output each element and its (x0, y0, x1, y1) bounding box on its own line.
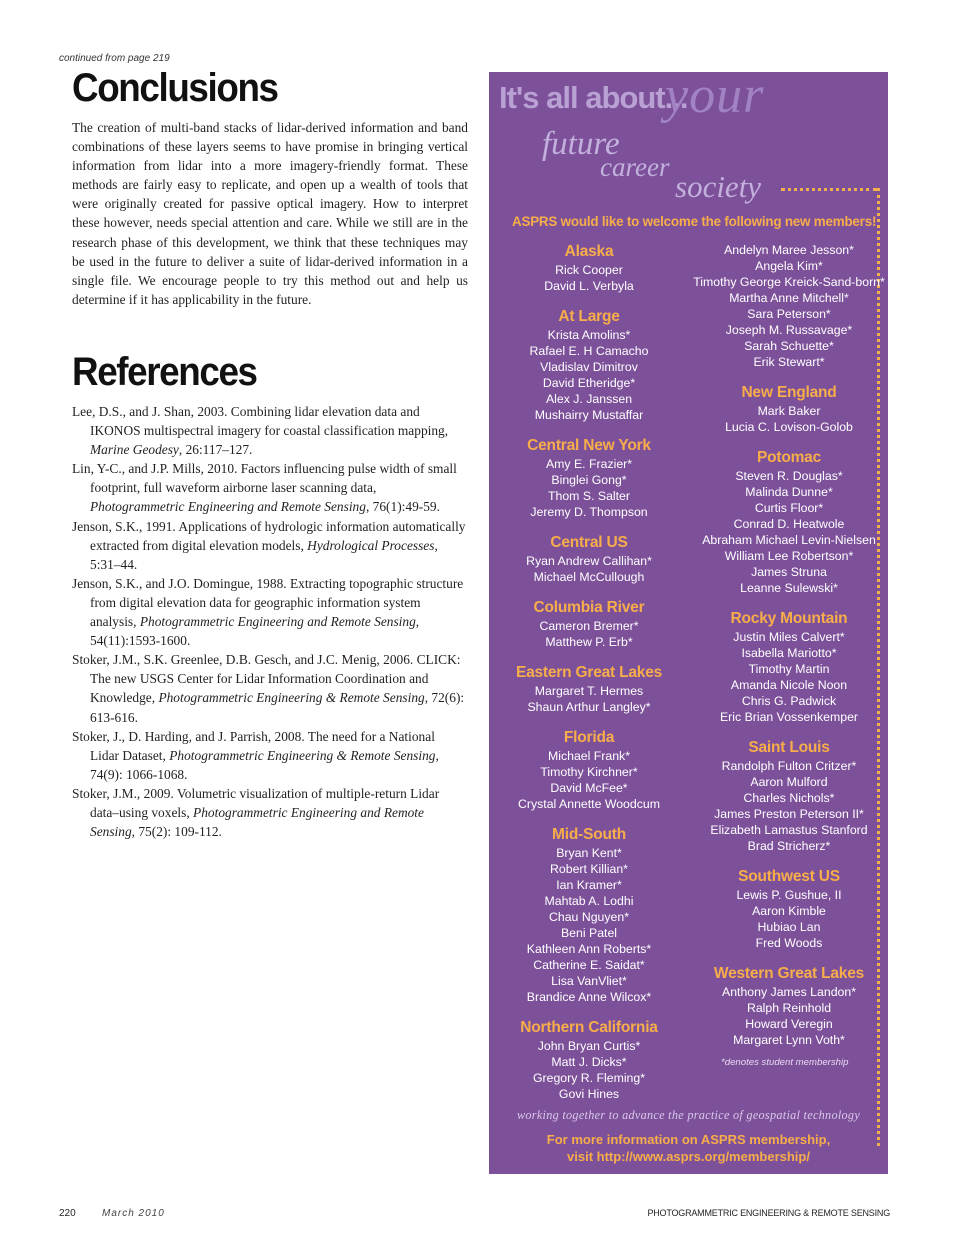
members-right-column (685, 242, 888, 1061)
region-group (499, 1018, 679, 1102)
reference-journal: Marine Geodesy (90, 442, 179, 458)
member-name: Crystal Annette Woodcum (518, 797, 660, 811)
region-group (685, 738, 888, 854)
member-name: Mushairry Mustaffar (534, 408, 644, 422)
region-group (499, 242, 679, 294)
reference-text: Jenson, S.K., and J.O. Domingue, 1988. Extracting topographic structure from digital elevation data for geographic information system analysis, (72, 575, 464, 630)
reference-citation: , 76(1):49-59. (365, 499, 440, 515)
region-group (685, 242, 888, 370)
member-name: Aaron Mulford (750, 775, 828, 789)
region-name: Saint Louis (748, 739, 830, 756)
reference-journal: Hydrological Processes, (307, 537, 438, 553)
member-name: Curtis Floor* (754, 501, 824, 515)
member-name: Lisa VanVliet* (551, 974, 627, 988)
reference-text: Stoker, J., D. Harding, and J. Parrish, 2008. The need for a National Lidar Dataset, (72, 728, 435, 763)
reference-text: Lee, D.S., and J. Shan, 2003. Combining lidar elevation data and IKONOS multispectral imagery for coastal classification mapping, (72, 404, 449, 439)
member-name: Govi Hines (558, 1087, 620, 1101)
region-name: Alaska (564, 243, 614, 260)
page-number: 220 (59, 1208, 76, 1219)
journal-name: PHOTOGRAMMETRIC ENGINEERING & REMOTE SENSING (647, 1208, 890, 1218)
ad-tagline: working together to advance the practice of geospatial technology (516, 1108, 861, 1122)
member-name: Eric Brian Vossenkemper (719, 710, 859, 724)
member-name: Abraham Michael Levin-Nielsen (702, 533, 876, 547)
member-name: Steven R. Douglas* (735, 469, 843, 483)
reference-journal: Photogrammetric Engineering and Remote Sensing (90, 804, 424, 840)
member-name: Cameron Bremer* (539, 619, 639, 633)
reference-citation: , 74(9): 1066-1068. (90, 747, 439, 782)
reference-item (72, 727, 466, 784)
region-name: Northern California (520, 1019, 658, 1036)
member-name: Chau Nguyen* (549, 910, 629, 924)
member-name: John Bryan Curtis* (537, 1039, 641, 1053)
reference-citation: , 26:117–127. (178, 442, 253, 458)
member-name: Brad Stricherz* (747, 839, 831, 853)
member-name: Rick Cooper (555, 263, 623, 277)
member-name: Rafael E. H Camacho (529, 344, 649, 358)
ad-title: It's all about... (499, 80, 688, 115)
member-name: Amanda Nicole Noon (730, 678, 848, 692)
reference-item (72, 650, 466, 726)
member-name: Brandice Anne Wilcox* (526, 990, 652, 1004)
member-name: Shaun Arthur Langley* (527, 700, 651, 714)
region-group (499, 825, 679, 1005)
member-name: Gregory R. Fleming* (532, 1071, 646, 1085)
member-name: Chris G. Padwick (741, 694, 837, 708)
region-group (685, 609, 888, 725)
region-name: Central New York (527, 437, 651, 454)
member-name: Martha Anne Mitchell* (729, 291, 849, 305)
conclusions-heading: Conclusions (72, 66, 278, 110)
member-name: Mahtab A. Lodhi (544, 894, 634, 908)
region-name: Rocky Mountain (730, 610, 848, 627)
member-name: Justin Miles Calvert* (733, 630, 845, 644)
member-name: Bryan Kent* (556, 846, 622, 860)
member-name: Vladislav Dimitrov (540, 360, 638, 374)
member-name: Elizabeth Lamastus Stanford (710, 823, 868, 837)
member-name: Charles Nichols* (743, 791, 835, 805)
reference-item (72, 402, 466, 459)
member-name: Amy E. Frazier* (545, 457, 633, 471)
ad-title-career: career (600, 152, 670, 182)
reference-text: Jenson, S.K., 1991. Applications of hydrologic information automatically extracted from digital elevation models, (72, 518, 466, 553)
member-name: Margaret T. Hermes (534, 684, 644, 698)
member-name: Sarah Schuette* (744, 339, 834, 353)
member-name: Isabella Mariotto* (741, 646, 837, 660)
member-name: Randolph Fulton Critzer* (721, 759, 857, 773)
member-name: Ian Kramer* (556, 878, 622, 892)
member-name: Kathleen Ann Roberts* (526, 942, 652, 956)
member-name: Timothy Kirchner* (540, 765, 638, 779)
region-group (685, 383, 888, 435)
ad-title-your: your (665, 72, 765, 124)
member-name: Alex J. Janssen (545, 392, 633, 406)
member-name: Hubiao Lan (757, 920, 821, 934)
member-name: David Etheridge* (542, 376, 636, 390)
region-group (499, 728, 679, 812)
reference-citation: , 54(11):1593-1600. (90, 614, 420, 649)
member-name: David L. Verbyla (544, 279, 634, 293)
region-name: At Large (558, 308, 620, 325)
region-group (685, 964, 888, 1048)
member-name: Angela Kim* (755, 259, 823, 273)
member-name: Malinda Dunne* (745, 485, 833, 499)
continued-note: continued from page 219 (59, 53, 170, 64)
region-group (499, 598, 679, 650)
member-name: David McFee* (550, 781, 628, 795)
region-group (499, 307, 679, 423)
member-name: Matt J. Dicks* (551, 1055, 627, 1069)
reference-item (72, 517, 466, 574)
welcome-line: ASPRS would like to welcome the following new members! (512, 214, 877, 229)
references-list (72, 402, 466, 841)
reference-citation: , 75(2): 109-112. (131, 824, 222, 840)
member-name: Ralph Reinhold (746, 1001, 832, 1015)
members-left-column (499, 242, 679, 1115)
member-name: Krista Amolins* (547, 328, 631, 342)
reference-journal: Photogrammetric Engineering and Remote Sensing (90, 499, 366, 515)
reference-item (72, 459, 466, 516)
region-group (685, 448, 888, 596)
member-name: Beni Patel (560, 926, 618, 940)
member-name: Erik Stewart* (753, 355, 825, 369)
student-note: *denotes student membership (721, 1057, 849, 1068)
reference-journal: Photogrammetric Engineering & Remote Sensing (169, 747, 436, 763)
member-name: Timothy George Kreick-Sand-born* (693, 275, 885, 289)
member-name: Leanne Sulewski* (740, 581, 838, 595)
reference-text: Stoker, J.M., 2009. Volumetric visualization of multiple-return Lidar data–using voxels, (72, 785, 440, 820)
dotted-border-top (781, 188, 877, 191)
region-name: Western Great Lakes (713, 965, 865, 982)
reference-item (72, 784, 466, 841)
region-group (499, 436, 679, 520)
reference-journal: Photogrammetric Engineering & Remote Sensing (158, 690, 425, 706)
member-name: Michael Frank* (547, 749, 630, 763)
issue-date: March 2010 (102, 1208, 165, 1219)
member-name: Michael McCullough (533, 570, 645, 584)
member-name: Andelyn Maree Jesson* (724, 243, 854, 257)
member-name: Jeremy D. Thompson (530, 505, 648, 519)
member-name: Robert Killian* (550, 862, 628, 876)
member-name: Ryan Andrew Callihan* (526, 554, 652, 568)
reference-citation: , 72(6): 613-616. (90, 690, 465, 725)
member-name: Thom S. Salter (547, 489, 630, 503)
region-name: Florida (563, 729, 615, 746)
more-info (489, 1131, 888, 1165)
references-heading: References (72, 350, 257, 394)
region-name: Columbia River (533, 599, 645, 616)
region-group (499, 533, 679, 585)
asprs-membership-ad (489, 72, 888, 1174)
member-name: James Preston Peterson II* (714, 807, 864, 821)
member-name: Anthony James Landon* (722, 985, 856, 999)
member-name: Catherine E. Saidat* (533, 958, 645, 972)
region-group (685, 867, 888, 951)
member-name: Aaron Kimble (752, 904, 826, 918)
ad-title-society: society (675, 169, 762, 204)
region-name: Eastern Great Lakes (515, 664, 663, 681)
member-name: Sara Peterson* (747, 307, 831, 321)
ad-title-future: future (542, 126, 620, 162)
reference-text: Stoker, J.M., S.K. Greenlee, D.B. Gesch, and J.C. Menig, 2006. CLICK: The new USGS Center for Lidar Information Coordination and Knowledge, (72, 652, 461, 706)
member-name: Joseph M. Russavage* (725, 323, 853, 337)
reference-journal: Photogrammetric Engineering and Remote Sensing (139, 614, 416, 630)
region-group (499, 663, 679, 715)
member-name: Mark Baker (757, 404, 821, 418)
region-name: New England (741, 384, 837, 401)
member-name: Howard Veregin (745, 1017, 833, 1031)
member-name: Lewis P. Gushue, II (736, 888, 842, 902)
region-name: Central US (550, 534, 628, 551)
member-name: James Struna (751, 565, 827, 579)
member-name: Margaret Lynn Voth* (733, 1033, 845, 1047)
region-name: Southwest US (738, 868, 840, 885)
reference-item (72, 574, 466, 650)
membership-link[interactable]: visit http://www.asprs.org/membership/ (567, 1149, 810, 1164)
more-info-line1: For more information on ASPRS membership, (546, 1132, 831, 1147)
member-name: Lucia C. Lovison-Golob (725, 420, 853, 434)
reference-citation: 5:31–44. (90, 556, 138, 572)
member-name: Fred Woods (755, 936, 823, 950)
member-name: Timothy Martin (748, 662, 830, 676)
reference-text: Lin, Y-C., and J.P. Mills, 2010. Factors influencing pulse width of small footprint, full waveform airborne laser scanning data, (72, 461, 457, 496)
region-name: Mid-South (552, 826, 626, 843)
region-name: Potomac (756, 449, 822, 466)
member-name: Conrad D. Heatwole (733, 517, 845, 531)
member-name: Matthew P. Erb* (545, 635, 633, 649)
conclusions-text: The creation of multi-band stacks of lidar-derived information and band combinations of these layers seems to have promise in bringing vertical information from lidar into a more imagery-friendly format. These methods are fairly easy to replicate, and open up a wealth of tools that were originally created for passive optical imagery. How to interpret these however, needs special attention and care. While we still are in the research phase of this development, we think that these techniques may be used in the future to deliver a suite of lidar-derived information in a single file. We encourage people to try this method out and help us determine if it has applicability in the future. (72, 120, 468, 307)
member-name: William Lee Robertson* (724, 549, 854, 563)
member-name: Binglei Gong* (551, 473, 627, 487)
